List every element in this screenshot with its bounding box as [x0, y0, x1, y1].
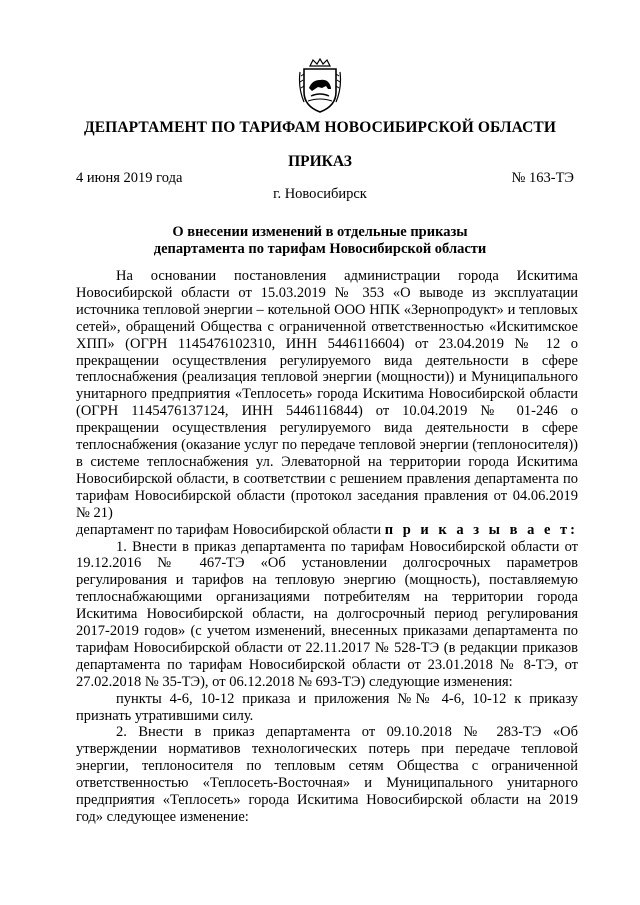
decree-line — [76, 522, 578, 539]
order-subject — [0, 224, 640, 258]
preamble-paragraph: На основании постановления администрации города Искитима Новосибирской области от 15.03.2019 № 353 «О выводе из эксплуатации источника тепловой энергии – котельной ООО НПК «Зернопродукт» и тепловых сетей», обращений Общества с ограниченной ответственностью «Искитимское ХПП» (ОГРН 1145476102310, ИНН 5446116604) от 23.04.2019 № 12 о прекращении осуществления регулируемого вида деятельности в сфере теплоснабжения (реализация тепловой энергии (мощности)) и Муниципального унитарного предприятия «Теплосеть» города Искитима Новосибирской области (ОГРН 1145476137124, ИНН 5446116844) от 10.04.2019 № 01-246 о прекращении осуществления регулируемого вида деятельности в сфере теплоснабжения (оказание услуг по передаче тепловой энергии (теплоносителя)) в системе теплоснабжения ул. Элеваторной на территории города Искитима Новосибирской области, в соответствии с решением правления департамента по тарифам Новосибирской области (протокол заседания правления от 04.06.2019 № 21) — [76, 268, 578, 521]
document-type: ПРИКАЗ — [288, 153, 352, 170]
item-2-paragraph: 2. Внести в приказ департамента от 09.10.2018 № 283-ТЭ «Об утверждении нормативов технологических потерь при передаче тепловой энергии, теплоносителя по тепловым сетям Общества с ограниченной ответственностью «Теплосеть-Восточная» и Муниципального унитарного предприятия «Теплосеть» города Искитима Новосибирской области на 2019 год» следующее изменение: — [76, 724, 578, 825]
coat-of-arms-icon — [298, 58, 342, 114]
order-number: № 163-ТЭ — [511, 170, 574, 186]
order-body — [76, 268, 578, 826]
order-city: г. Новосибирск — [273, 186, 367, 202]
department-name: ДЕПАРТАМЕНТ ПО ТАРИФАМ НОВОСИБИРСКОЙ ОБЛАСТИ — [83, 119, 557, 136]
decree-lead: департамент по тарифам Новосибирской области — [76, 521, 382, 538]
subject-line-2: департамента по тарифам Новосибирской области — [153, 241, 487, 257]
decree-word: п р и к а з ы в а е т: — [384, 521, 578, 538]
subject-line-1: О внесении изменений в отдельные приказы — [172, 224, 468, 240]
item-1-sub-paragraph: пункты 4-6, 10-12 приказа и приложения №№ 4-6, 10-12 к приказу признать утратившими силу. — [76, 690, 578, 724]
item-1-paragraph: 1. Внести в приказ департамента по тарифам Новосибирской области от 19.12.2016 № 467-ТЭ «Об установлении долгосрочных параметров регулирования и тарифов на тепловую энергию (мощность), поставляемую теплоснабжающими организациями потребителям на территории города Искитима Новосибирской области, на долгосрочный период регулирования 2017-2019 годов» (с учетом изменений, внесенных приказами департамента по тарифам Новосибирской области от 22.11.2017 № 528-ТЭ (в редакции приказов департамента по тарифам Новосибирской области от 23.01.2018 № 8-ТЭ, от 27.02.2018 № 35-ТЭ), от 06.12.2018 № 693-ТЭ) следующие изменения: — [76, 538, 578, 690]
order-date: 4 июня 2019 года — [76, 170, 183, 186]
